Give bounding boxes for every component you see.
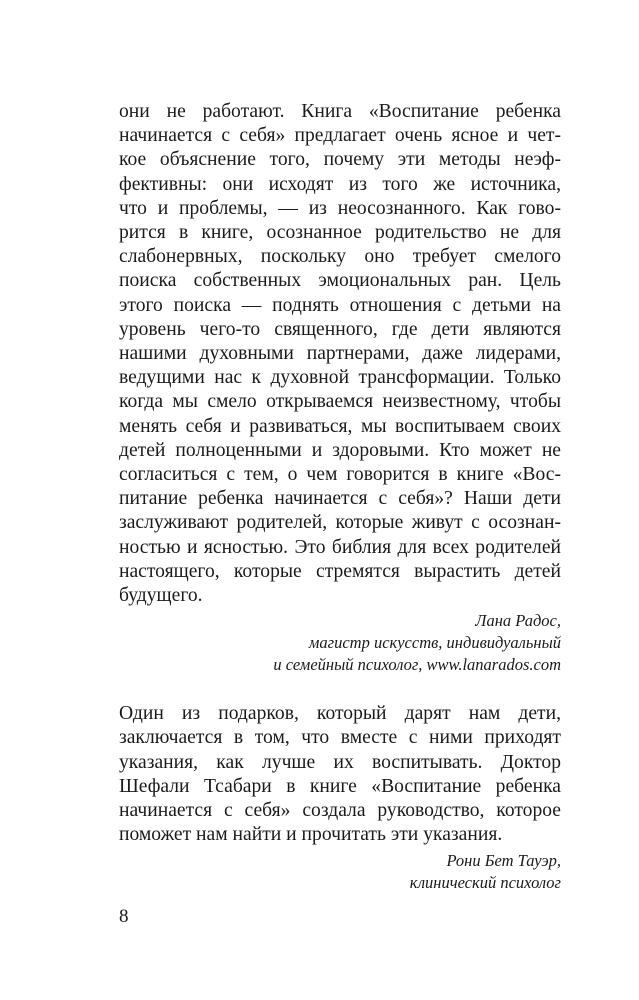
- author-title: клинический психолог: [409, 873, 561, 893]
- text-line: этого поиска — поднять отношения с детьми на: [119, 294, 561, 316]
- text-line: они не работают. Книга «Воспитание ребенка: [119, 101, 561, 122]
- text-line: начинается с себя» создала руководство, которое: [119, 800, 561, 822]
- author-name: Лана Радос,: [475, 611, 561, 631]
- text-line: поможет нам найти и прочитать эти указания.: [119, 824, 503, 846]
- text-line: указания, как лучше их воспитывать. Доктор: [119, 751, 561, 773]
- text-line: менять себя и развиваться, мы воспитываем своих: [119, 415, 561, 437]
- author-name: Рони Бет Тауэр,: [446, 851, 561, 871]
- page-number: 8: [119, 906, 129, 927]
- testimonial-paragraph-2: [119, 702, 561, 847]
- text-line: согласиться с тем, о чем говорится в книге «Вос-: [119, 464, 561, 486]
- attribution-1: [119, 610, 561, 676]
- text-line: питание ребенка начинается с себя»? Наши дети: [119, 488, 561, 510]
- text-line: слабонервных, поскольку оно требует смелого: [119, 246, 561, 268]
- text-line: ведущими нас к духовной трансформации. Только: [119, 367, 561, 389]
- text-line: нашими духовными партнерами, даже лидерами,: [119, 343, 561, 365]
- text-line: будущего.: [119, 585, 203, 607]
- book-page-body: [119, 100, 561, 894]
- text-line: заслуживают родителей, которые живут с осознан-: [119, 512, 561, 534]
- text-line: уровень чего-то священного, где дети являются: [119, 318, 561, 340]
- attribution-2: [119, 850, 561, 894]
- text-line: детей полноценными и здоровыми. Кто может не: [119, 439, 561, 461]
- text-line: когда мы смело открываемся неизвестному, чтобы: [119, 391, 561, 413]
- testimonial-paragraph-1: [119, 100, 561, 608]
- author-title: и семейный психолог, www.lanarados.com: [273, 655, 561, 675]
- text-line: настоящего, которые стремятся вырастить детей: [119, 560, 561, 582]
- text-line: Один из подарков, который дарят нам дети,: [119, 703, 561, 725]
- text-line: заключается в том, что вместе с ними приходят: [119, 727, 561, 749]
- text-line: рится в книге, осознанное родительство не для: [119, 222, 561, 244]
- text-line: Шефали Тсабари в книге «Воспитание ребенка: [119, 775, 561, 797]
- text-line: что и проблемы, — из неосознанного. Как гово-: [119, 197, 561, 219]
- text-line: ностью и ясностью. Это библия для всех родителей: [119, 536, 561, 558]
- text-line: начинается с себя» предлагает очень ясное и чет-: [119, 125, 561, 147]
- text-line: поиска собственных эмоциональных ран. Цель: [119, 270, 561, 292]
- text-line: кое объяснение того, почему эти методы неэф-: [119, 149, 561, 171]
- author-title: магистр искусств, индивидуальный: [308, 633, 561, 653]
- text-line: фективны: они исходят из того же источника,: [119, 173, 561, 195]
